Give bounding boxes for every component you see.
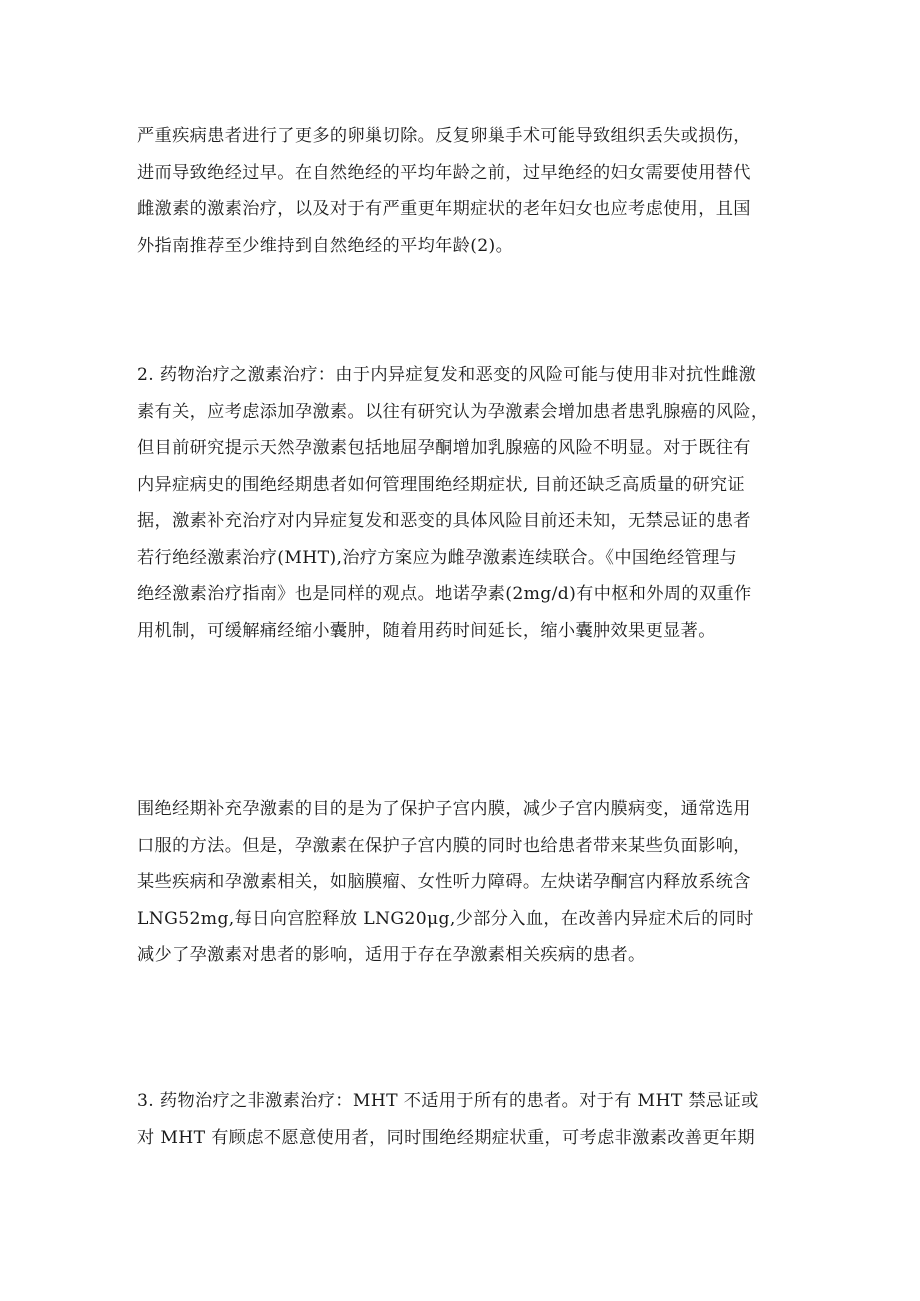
text-line: 素有关，应考虑添加孕激素。以往有研究认为孕激素会增加患者患乳腺癌的风险，: [137, 401, 769, 422]
text-line: 某些疾病和孕激素相关，如脑膜瘤、女性听力障碍。左炔诺孕酮宫内释放系统含: [137, 872, 751, 892]
text-line: 进而导致绝经过早。在自然绝经的平均年龄之前，过早绝经的妇女需要使用替代: [137, 162, 751, 183]
text-line: 对 MHT 有顾虑不愿意使用者，同时围绝经期症状重，可考虑非激素改善更年期: [137, 1127, 755, 1148]
text-line: 若行绝经激素治疗(MHT),治疗方案应为雌孕激素连续联合。《中国绝经管理与: [137, 547, 738, 568]
paragraph-progestin-supplement: [137, 791, 797, 974]
text-line: 雌激素的激素治疗，以及对于有严重更年期症状的老年妇女也应考虑使用，且国: [137, 199, 751, 219]
paragraph-ovarian-surgery: [137, 118, 797, 264]
text-line: 严重疾病患者进行了更多的卵巢切除。反复卵巢手术可能导致组织丢失或损伤，: [137, 126, 751, 146]
text-line: 内异症病史的围绝经期患者如何管理围绝经期症状, 目前还缺乏高质量的研究证: [137, 474, 745, 495]
paragraph-hormone-therapy: [137, 357, 797, 649]
text-line: LNG52mg,每日向宫腔释放 LNG20μg,少部分入血，在改善内异症术后的同时: [137, 908, 754, 929]
text-line: 2. 药物治疗之激素治疗：由于内异症复发和恶变的风险可能与使用非对抗性雌激: [137, 365, 757, 385]
text-line: 绝经激素治疗指南》也是同样的观点。地诺孕素(2mg/d)有中枢和外周的双重作: [137, 584, 752, 604]
text-line: 用机制，可缓解痛经缩小囊肿，随着用药时间延长，缩小囊肿效果更显著。: [137, 620, 716, 641]
text-line: 口服的方法。但是，孕激素在保护子宫内膜的同时也给患者带来某些负面影响，: [137, 835, 751, 856]
text-line: 外指南推荐至少维持到自然绝经的平均年龄(2)。: [137, 235, 514, 256]
text-line: 但目前研究提示天然孕激素包括地屈孕酮增加乳腺癌的风险不明显。对于既往有: [137, 438, 751, 458]
text-line: 据，激素补充治疗对内异症复发和恶变的具体风险目前还未知，无禁忌证的患者: [137, 511, 751, 531]
text-line: 3. 药物治疗之非激素治疗：MHT 不适用于所有的患者。对于有 MHT 禁忌证或: [137, 1091, 759, 1111]
paragraph-non-hormone-therapy: [137, 1083, 797, 1156]
text-line: 减少了孕激素对患者的影响，适用于存在孕激素相关疾病的患者。: [137, 945, 646, 965]
text-line: 围绝经期补充孕激素的目的是为了保护子宫内膜，减少子宫内膜病变，通常选用: [137, 799, 751, 819]
